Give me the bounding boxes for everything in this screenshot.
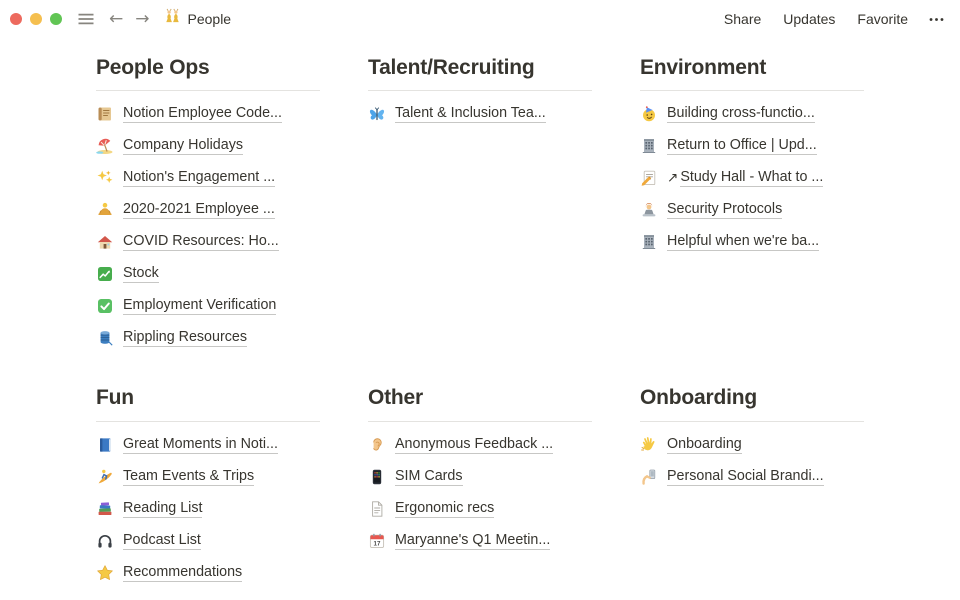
page-link-label: Building cross-functio...	[667, 105, 815, 122]
page-link[interactable]	[96, 130, 320, 162]
section-people-ops	[96, 54, 320, 354]
hamburger-menu-icon[interactable]	[77, 10, 95, 28]
blue-book-icon	[96, 436, 114, 454]
page-link[interactable]	[640, 98, 864, 130]
page-link-label: Notion Employee Code...	[123, 105, 282, 122]
waving-hand-icon	[640, 436, 658, 454]
page-link-label: Company Holidays	[123, 137, 243, 154]
page-link-label: Notion's Engagement ...	[123, 169, 276, 186]
page-link[interactable]	[96, 429, 320, 461]
section-title: Onboarding	[640, 386, 757, 410]
scroll-icon	[96, 105, 114, 123]
section-fun	[96, 384, 320, 588]
memo-icon	[640, 169, 658, 187]
section-title: People Ops	[96, 56, 210, 79]
page-grid	[96, 54, 864, 589]
page-link-label: 2020-2021 Employee ...	[123, 201, 275, 218]
page-link[interactable]	[640, 162, 864, 194]
external-link-arrow-icon: ↗	[667, 170, 679, 187]
sparkles-icon	[96, 169, 114, 187]
page-link[interactable]	[96, 162, 320, 194]
back-arrow-icon[interactable]: ←	[109, 8, 124, 29]
page-link[interactable]	[96, 322, 320, 354]
house-icon	[96, 233, 114, 251]
page-link[interactable]	[96, 98, 320, 130]
section-divider	[96, 421, 320, 422]
check-mark-icon	[96, 297, 114, 315]
page-link-label: SIM Cards	[395, 467, 463, 484]
office-building-icon	[640, 137, 658, 155]
window-toolbar	[0, 0, 960, 38]
section-title: Environment	[640, 56, 767, 79]
page-link-label: Study Hall - What to ...	[680, 169, 824, 186]
thread-icon	[96, 329, 114, 347]
section-talent-recruiting	[368, 54, 592, 130]
page-link[interactable]	[368, 429, 592, 461]
page-link[interactable]	[640, 130, 864, 162]
page-link-label: Stock	[123, 265, 159, 282]
page-link-label: COVID Resources: Ho...	[123, 233, 279, 250]
window-controls	[10, 13, 62, 25]
office-building-icon	[640, 233, 658, 251]
section-divider	[640, 421, 864, 422]
page-link-label: Recommendations	[123, 563, 243, 580]
section-divider	[368, 421, 592, 422]
page-link[interactable]	[368, 525, 592, 557]
page-link-label: Onboarding	[667, 435, 742, 452]
updates-button[interactable]: Updates	[783, 11, 836, 27]
section-divider	[640, 90, 864, 91]
page-link[interactable]	[96, 557, 320, 589]
partying-face-icon	[640, 105, 658, 123]
page-link[interactable]	[96, 226, 320, 258]
selfie-icon	[640, 468, 658, 486]
page-link-label: Employment Verification	[123, 297, 277, 314]
page-link-label: Great Moments in Noti...	[123, 435, 278, 452]
page-link[interactable]	[640, 226, 864, 258]
forward-arrow-icon[interactable]: →	[135, 8, 150, 29]
close-button[interactable]	[10, 13, 22, 25]
page-link[interactable]	[96, 525, 320, 557]
breadcrumb[interactable]	[164, 8, 232, 30]
page-link[interactable]	[640, 429, 864, 461]
butterfly-icon	[368, 105, 386, 123]
section-other	[368, 384, 592, 556]
page-link[interactable]	[640, 461, 864, 493]
favorite-button[interactable]: Favorite	[857, 11, 908, 27]
page-link-label: Reading List	[123, 499, 203, 516]
page-link-label: Personal Social Brandi...	[667, 467, 824, 484]
calendar-icon	[368, 532, 386, 550]
page-link-label: Rippling Resources	[123, 329, 247, 346]
books-icon	[96, 500, 114, 518]
section-divider	[368, 90, 592, 91]
page-link-label: Ergonomic recs	[395, 499, 495, 516]
page-link[interactable]	[368, 461, 592, 493]
technologist-icon	[640, 201, 658, 219]
mobile-phone-icon	[368, 468, 386, 486]
page-link[interactable]	[96, 290, 320, 322]
page-title: People	[187, 11, 232, 27]
ear-icon	[368, 436, 386, 454]
page-icon	[368, 500, 386, 518]
page-link-label: Maryanne's Q1 Meetin...	[395, 531, 551, 548]
svg-text:17: 17	[373, 539, 381, 547]
section-onboarding	[640, 384, 864, 492]
section-title: Other	[368, 386, 424, 410]
page-content	[0, 38, 960, 589]
page-link-label: Security Protocols	[667, 201, 783, 218]
page-link-label: Team Events & Trips	[123, 467, 255, 484]
page-link-label: Podcast List	[123, 531, 201, 548]
zoom-button[interactable]	[50, 13, 62, 25]
people-dancing-icon	[164, 8, 181, 30]
page-link[interactable]	[368, 98, 592, 130]
section-title: Talent/Recruiting	[368, 56, 535, 79]
page-link-label: Anonymous Feedback ...	[395, 435, 554, 452]
page-link[interactable]	[640, 194, 864, 226]
page-link[interactable]	[96, 493, 320, 525]
section-environment	[640, 54, 864, 258]
page-link-label: Helpful when we're ba...	[667, 233, 820, 250]
page-link[interactable]	[96, 258, 320, 290]
page-link[interactable]	[96, 194, 320, 226]
chart-increasing-yen-icon	[96, 265, 114, 283]
section-divider	[96, 90, 320, 91]
more-options-icon[interactable]	[928, 11, 945, 28]
page-link-label: Return to Office | Upd...	[667, 137, 817, 154]
share-button[interactable]: Share	[723, 11, 762, 27]
page-link[interactable]	[96, 461, 320, 493]
page-link[interactable]	[368, 493, 592, 525]
minimize-button[interactable]	[30, 13, 42, 25]
page-link-label: Talent & Inclusion Tea...	[395, 105, 546, 122]
headphone-icon	[96, 532, 114, 550]
star-icon	[96, 564, 114, 582]
section-title: Fun	[96, 386, 134, 410]
person-lotus-icon	[96, 201, 114, 219]
beach-umbrella-icon	[96, 137, 114, 155]
surfer-icon	[96, 468, 114, 486]
